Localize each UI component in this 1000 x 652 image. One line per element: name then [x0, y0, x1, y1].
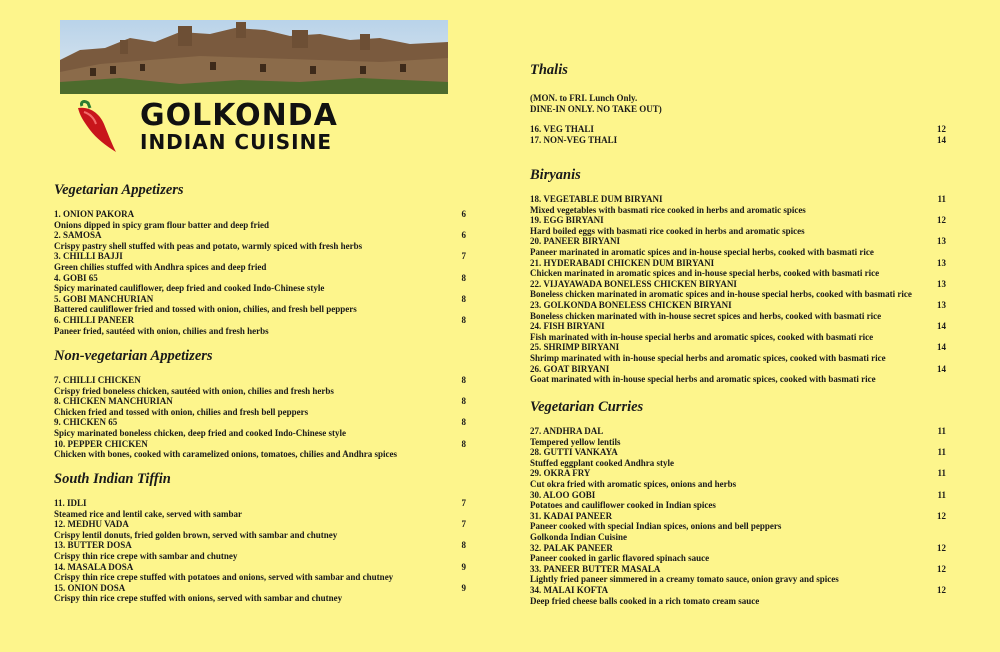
menu-item-name: 31. KADAI PANEER [530, 510, 613, 521]
menu-item-price: 6 [461, 209, 466, 219]
menu-item [530, 300, 946, 321]
menu-item-description: Paneer marinated in aromatic spices and in-house special herbs, cooked with basmati rice [530, 246, 874, 257]
menu-item-name: 13. BUTTER DOSA [54, 540, 132, 551]
menu-item-name: 30. ALOO GOBI [530, 489, 596, 500]
section-thalis [530, 62, 946, 145]
menu-item-description: Crispy thin rice crepe with sambar and chutney [54, 550, 238, 561]
menu-item-name: 23. GOLKONDA BONELESS CHICKEN BIRYANI [530, 299, 732, 310]
menu-item-price: 7 [461, 498, 466, 508]
menu-item [54, 439, 466, 460]
menu-item-description: Steamed rice and lentil cake, served with sambar [54, 508, 242, 519]
menu-item-description: Goat marinated with in-house special herbs and aromatic spices, cooked with basmati rice [530, 374, 876, 385]
menu-item-price: 14 [937, 363, 946, 374]
menu-item-description: Stuffed eggplant cooked Andhra style [530, 457, 675, 468]
thali-note-line1: (MON. to FRI. Lunch Only. [530, 93, 638, 103]
brand-name: GOLKONDA [140, 98, 338, 133]
menu-item-name: 19. EGG BIRYANI [530, 215, 604, 226]
menu-item [530, 236, 946, 257]
menu-item-description: Shrimp marinated with in-house special herbs and aromatic spices, cooked with basmati rice [530, 352, 886, 363]
menu-item [530, 426, 946, 447]
menu-item-description: Boneless chicken marinated in aromatic spices and in-house special herbs, cooked with basmati rice [530, 289, 912, 300]
menu-list [54, 375, 466, 460]
menu-item [54, 209, 466, 230]
menu-item-price: 7 [461, 519, 466, 530]
menu-item [54, 498, 466, 519]
menu-item-name: 4. GOBI 65 [54, 272, 98, 283]
menu-item [530, 279, 946, 300]
menu-item-name: 2. SAMOSA [54, 230, 102, 241]
section-title: Vegetarian Appetizers [54, 182, 184, 198]
menu-item [54, 417, 466, 438]
menu-item-name: 9. CHICKEN 65 [54, 417, 118, 428]
menu-item-description: Paneer fried, sautéed with onion, chilies and fresh herbs [54, 325, 269, 336]
menu-item-price: 12 [937, 124, 946, 135]
menu-item [530, 124, 946, 135]
menu-item-description: Cut okra fried with aromatic spices, onions and herbs [530, 478, 737, 489]
menu-item-price: 8 [461, 417, 466, 428]
section-title: Non-vegetarian Appetizers [54, 348, 213, 364]
menu-item [530, 447, 946, 468]
menu-item [54, 294, 466, 315]
menu-item-price: 14 [937, 134, 946, 145]
menu-item-description: Crispy thin rice crepe stuffed with potatoes and onions, served with sambar and chutney [54, 572, 394, 583]
menu-item-description: Green chilies stuffed with Andhra spices and deep fried [54, 261, 267, 272]
chili-pepper-icon [70, 100, 120, 154]
menu-item [530, 468, 946, 489]
menu-item-name: 21. HYDERABADI CHICKEN DUM BIRYANI [530, 257, 715, 268]
menu-item-description: Spicy marinated boneless chicken, deep fried and cooked Indo-Chinese style [54, 427, 347, 438]
menu-item-price: 9 [461, 561, 466, 572]
menu-item [530, 194, 946, 215]
brand-subtitle: INDIAN CUISINE [140, 130, 333, 154]
menu-item-name: 16. VEG THALI [530, 124, 594, 135]
menu-item-name: 15. ONION DOSA [54, 582, 126, 593]
restaurant-brand [70, 98, 450, 158]
menu-item-name: 28. GUTTI VANKAYA [530, 447, 618, 458]
menu-item [530, 215, 946, 236]
menu-item-name: 7. CHILLI CHICKEN [54, 375, 141, 385]
menu-item-name: 33. PANEER BUTTER MASALA [530, 563, 661, 574]
menu-item-price: 12 [937, 584, 946, 595]
menu-item-price: 11 [937, 447, 946, 458]
menu-item-name: 27. ANDHRA DAL [530, 426, 604, 436]
menu-item-price: 12 [937, 542, 946, 553]
menu-item-description: Crispy lentil donuts, fried golden brown, served with sambar and chutney [54, 529, 338, 540]
menu-item [530, 564, 946, 585]
menu-item-name: 8. CHICKEN MANCHURIAN [54, 396, 173, 407]
menu-item-description: Chicken fried and tossed with onion, chilies and fresh bell peppers [54, 406, 309, 417]
menu-list [54, 498, 466, 604]
fort-photo [60, 20, 448, 94]
menu-item-price: 11 [937, 468, 946, 479]
section-veg-curries [530, 399, 946, 606]
menu-item-price: 8 [461, 375, 466, 385]
menu-item [530, 258, 946, 279]
menu-item-description: Potatoes and cauliflower cooked in Indian spices [530, 500, 716, 511]
menu-item-price: 12 [937, 563, 946, 574]
menu-item-description: Battered cauliflower fried and tossed with onion, chilies, and fresh bell peppers [54, 304, 357, 315]
menu-item-name: 25. SHRIMP BIRYANI [530, 342, 620, 353]
menu-item-price: 7 [461, 251, 466, 262]
menu-item [54, 396, 466, 417]
menu-list [54, 209, 466, 336]
menu-item [54, 315, 466, 336]
menu-item-name: 12. MEDHU VADA [54, 519, 129, 530]
menu-item [530, 511, 946, 543]
menu-item-name: 24. FISH BIRYANI [530, 321, 605, 332]
menu-item-name: 17. NON-VEG THALI [530, 134, 618, 145]
menu-item-description: Crispy thin rice crepe stuffed with onions, served with sambar and chutney [54, 593, 343, 604]
menu-item-name: 5. GOBI MANCHURIAN [54, 293, 154, 304]
menu-item-price: 8 [461, 314, 466, 325]
menu-item-price: 8 [461, 540, 466, 551]
menu-item-description: Hard boiled eggs with basmati rice cooked in herbs and aromatic spices [530, 225, 805, 236]
menu-item-price: 11 [937, 426, 946, 436]
menu-item [530, 321, 946, 342]
menu-list [530, 194, 946, 385]
menu-item-name: 20. PANEER BIRYANI [530, 236, 620, 247]
section-title: Biryanis [530, 167, 581, 183]
menu-item-description: Spicy marinated cauliflower, deep fried and cooked Indo-Chinese style [54, 283, 325, 294]
menu-item-name: 32. PALAK PANEER [530, 542, 613, 553]
menu-item-price: 8 [461, 293, 466, 304]
menu-item-price: 8 [461, 272, 466, 283]
menu-item-description: Mixed vegetables with basmati rice cooked in herbs and aromatic spices [530, 204, 806, 215]
menu-item-price: 8 [461, 396, 466, 407]
menu-item-price: 13 [937, 299, 946, 310]
menu-item [54, 251, 466, 272]
menu-item [54, 540, 466, 561]
section-title: South Indian Tiffin [54, 471, 171, 487]
menu-item-price: 8 [461, 438, 466, 449]
menu-item-name: 22. VIJAYAWADA BONELESS CHICKEN BIRYANI [530, 278, 737, 289]
menu-item-description: Crispy fried boneless chicken, sautéed with onion, chilies and fresh herbs [54, 385, 334, 396]
menu-item-name: 10. PEPPER CHICKEN [54, 438, 148, 449]
menu-item [54, 375, 466, 396]
menu-item [530, 364, 946, 385]
menu-item-description: Boneless chicken marinated with in-house secret spices and herbs, cooked with basmati rice [530, 310, 882, 321]
menu-item-name: 34. MALAI KOFTA [530, 584, 609, 595]
thali-note-line2: DINE-IN ONLY. NO TAKE OUT) [530, 103, 662, 114]
menu-item-price: 13 [937, 236, 946, 247]
menu-item-description: Chicken marinated in aromatic spices and in-house special herbs, cooked with basmati rice [530, 268, 880, 279]
menu-item [54, 273, 466, 294]
menu-item-name: 29. OKRA FRY [530, 468, 591, 479]
menu-item-price: 6 [461, 230, 466, 241]
section-tiffin [54, 471, 466, 604]
menu-item-price: 12 [937, 510, 946, 521]
menu-item [530, 543, 946, 564]
menu-item-name: 1. ONION PAKORA [54, 209, 135, 219]
menu-item-price: 13 [937, 278, 946, 289]
menu-list [530, 124, 946, 145]
menu-list [530, 426, 946, 606]
menu-item-description: Crispy pastry shell stuffed with peas and potato, warmly spiced with fresh herbs [54, 240, 363, 251]
menu-item [530, 135, 946, 146]
section-title: Thalis [530, 62, 568, 78]
menu-item-price: 11 [937, 489, 946, 500]
menu-item-name: 26. GOAT BIRYANI [530, 363, 610, 374]
menu-item [54, 562, 466, 583]
menu-item [530, 490, 946, 511]
menu-item-description: Paneer cooked in garlic flavored spinach sauce [530, 553, 710, 564]
menu-item-description: Deep fried cheese balls cooked in a rich tomato cream sauce [530, 595, 760, 606]
menu-item-name: 6. CHILLI PANEER [54, 314, 135, 325]
menu-item-price: 14 [937, 321, 946, 332]
menu-item-price: 13 [937, 257, 946, 268]
menu-item [54, 583, 466, 604]
menu-item-price: 12 [937, 215, 946, 226]
section-veg-appetizers [54, 182, 466, 336]
menu-item-name: 11. IDLI [54, 498, 87, 508]
menu-item-description: Lightly fried paneer simmered in a creamy tomato sauce, onion gravy and spices [530, 574, 839, 585]
menu-item-description: Chicken with bones, cooked with caramelized onions, tomatoes, chilies and Andhra spices [54, 449, 398, 460]
menu-item-description: Fish marinated with in-house special herbs and aromatic spices, cooked with basmati rice [530, 331, 874, 342]
menu-item-name: 14. MASALA DOSA [54, 561, 134, 572]
menu-item-name: 3. CHILLI BAJJI [54, 251, 123, 262]
menu-item [530, 585, 946, 606]
menu-item-price: 14 [937, 342, 946, 353]
menu-item-description: Onions dipped in spicy gram flour batter and deep fried [54, 219, 269, 230]
section-biryanis [530, 167, 946, 385]
menu-item-name: 18. VEGETABLE DUM BIRYANI [530, 194, 663, 204]
menu-item-description: Tempered yellow lentils [530, 436, 621, 447]
section-nonveg-appetizers [54, 348, 466, 460]
menu-item-price: 11 [937, 194, 946, 204]
menu-item [530, 342, 946, 363]
menu-item [54, 230, 466, 251]
menu-item-description: Paneer cooked with special Indian spices, onions and bell peppers [530, 521, 782, 532]
menu-item-price: 9 [461, 582, 466, 593]
menu-item [54, 519, 466, 540]
menu-item-description-extra: Golkonda Indian Cuisine [530, 531, 628, 542]
section-title: Vegetarian Curries [530, 399, 644, 415]
